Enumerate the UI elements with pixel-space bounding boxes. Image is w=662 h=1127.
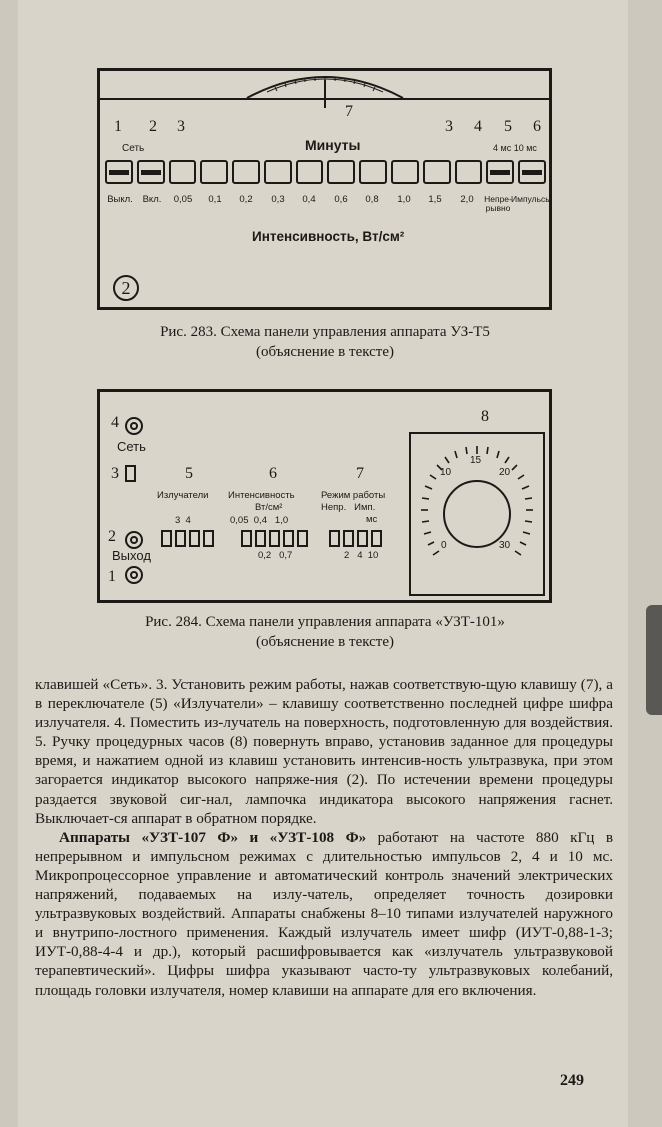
figure-283-panel — [97, 68, 552, 310]
label-4: 4 — [474, 118, 482, 135]
dial-30: 30 — [499, 540, 511, 551]
dial-20: 20 — [499, 467, 511, 478]
label-set: Сеть — [122, 143, 145, 154]
key-label: 0,8 — [365, 194, 379, 205]
key-2-0[interactable] — [455, 160, 483, 184]
key-label: 0,05 — [173, 194, 193, 205]
key-pulses[interactable] — [518, 160, 546, 184]
emitter-switch-3[interactable] — [189, 530, 200, 547]
caption-284-line2: (объяснение в тексте) — [255, 634, 395, 650]
key-label: Непре-рывно — [484, 194, 512, 213]
page-edge-tab — [646, 605, 662, 715]
arc-meter — [245, 68, 405, 108]
key-row — [105, 160, 546, 184]
label-1: 1 — [114, 118, 122, 135]
label-ms: 4 мс 10 мс — [493, 143, 537, 153]
label-7: 7 — [345, 103, 353, 120]
paragraph-2-heading: Аппараты «УЗТ-107 Ф» и «УЗТ-108 Ф» — [59, 828, 367, 846]
label-5: 5 — [185, 465, 193, 482]
intensity-switch-5[interactable] — [297, 530, 308, 547]
corner-indicator — [113, 275, 139, 301]
label-emitters: Излучатели — [157, 490, 209, 501]
output-indicator — [125, 531, 143, 549]
label-6: 6 — [269, 465, 277, 482]
label-1: 1 — [108, 568, 116, 585]
label-output: Выход — [112, 548, 151, 563]
label-unit: Вт/см² — [255, 502, 283, 513]
label-minutes: Минуты — [305, 137, 361, 153]
key-0-1[interactable] — [200, 160, 228, 184]
output-knob[interactable] — [125, 566, 143, 584]
key-label: 0,6 — [334, 194, 348, 205]
caption-284 — [95, 612, 555, 652]
intensity-switch-4[interactable] — [283, 530, 294, 547]
label-intensity: Интенсивность — [228, 490, 295, 501]
key-label: Вкл. — [142, 194, 162, 205]
label-3: 3 — [177, 118, 185, 135]
caption-284-line1: Рис. 284. Схема панели управления аппарата «УЗТ-101» — [145, 614, 505, 630]
panel-divider — [100, 98, 549, 100]
label-4: 4 — [111, 414, 119, 431]
emitter-switch-1[interactable] — [161, 530, 172, 547]
key-0-8[interactable] — [359, 160, 387, 184]
set-knob[interactable] — [125, 417, 143, 435]
intensity-switch-3[interactable] — [269, 530, 280, 547]
emitter-values: 3 4 — [175, 515, 191, 526]
dial-0: 0 — [441, 540, 447, 551]
label-mode-sub: Непр. Имп. — [321, 502, 376, 513]
key-label: 1,5 — [428, 194, 442, 205]
corner-number: 2 — [121, 278, 131, 298]
mode-switch-1[interactable] — [329, 530, 340, 547]
key-label: 1,0 — [397, 194, 411, 205]
label-6: 6 — [533, 118, 541, 135]
intensity-bottom-values: 0,2 0,7 — [258, 550, 293, 561]
key-label: 0,2 — [239, 194, 253, 205]
key-1-0[interactable] — [391, 160, 419, 184]
label-2: 2 — [149, 118, 157, 135]
mode-values: 2 4 10 — [344, 550, 379, 561]
intensity-switch-2[interactable] — [255, 530, 266, 547]
key-label: Импульсы — [511, 194, 552, 204]
dial-15: 15 — [470, 455, 482, 466]
key-1-5[interactable] — [423, 160, 451, 184]
key-0-2[interactable] — [232, 160, 260, 184]
key-labels — [105, 194, 552, 223]
caption-283-line2: (объяснение в тексте) — [255, 344, 395, 360]
emitter-switch-2[interactable] — [175, 530, 186, 547]
label-mode: Режим работы — [321, 490, 386, 501]
emitter-switch-4[interactable] — [203, 530, 214, 547]
paragraph-2 — [35, 828, 613, 1000]
key-label: 0,4 — [302, 194, 316, 205]
mode-switch-3[interactable] — [357, 530, 368, 547]
body-text — [35, 675, 613, 1000]
figure-284-panel — [97, 389, 552, 603]
procedure-timer — [409, 432, 545, 596]
label-ms: мс — [366, 514, 378, 525]
mode-switch-2[interactable] — [343, 530, 354, 547]
key-label: 0,1 — [208, 194, 222, 205]
key-0-6[interactable] — [327, 160, 355, 184]
label-2: 2 — [108, 528, 116, 545]
label-3-right: 3 — [445, 118, 453, 135]
indicator-3 — [125, 465, 136, 482]
dial-10: 10 — [440, 467, 452, 478]
key-continuous[interactable] — [486, 160, 514, 184]
key-off[interactable] — [105, 160, 133, 184]
intensity-switch-1[interactable] — [241, 530, 252, 547]
label-intensity: Интенсивность, Вт/см² — [252, 229, 405, 244]
page-number: 249 — [560, 1072, 584, 1089]
label-7: 7 — [356, 465, 364, 482]
label-set: Сеть — [117, 439, 146, 454]
label-5: 5 — [504, 118, 512, 135]
key-label: Выкл. — [107, 194, 133, 205]
key-0-3[interactable] — [264, 160, 292, 184]
label-3: 3 — [111, 465, 119, 482]
caption-283-line1: Рис. 283. Схема панели управления аппарата УЗ-Т5 — [160, 324, 490, 340]
key-label: 0,3 — [271, 194, 285, 205]
paragraph-2-text: работают на частоте 880 кГц в непрерывном и импульсном режимах с длительностью импульсов 2, 4 и 10 мс. Микропроцессорное управление и автоматический контроль значений электрических напряжений, подаваемых на излу-чатель, определяет точность дозировки ультразвуковых воздействий. Аппараты снабжены 8–10 типами излучателей наружного и внутрипо-лостного применения. Каждый излучатель имеет шифр (ИУТ-0,88-1-3; ИУТ-0,88-4-4 и др.), который расшифровывается как «излучатель ультразвуковой терапевтический». Цифры шифра указывают часто-ту ультразвуковых колебаний, площадь головки излучателя, номер клавиши на аппарате для его включения. — [35, 828, 613, 999]
key-0-05[interactable] — [169, 160, 197, 184]
paragraph-1: клавишей «Сеть». 3. Установить режим работы, нажав соответствую-щую клавишу (7), а в переключателе (5) «Излучатели» – клавишу соответственно последней цифре шифра излучателя. 4. Поместить из-лучатель на поверхность, подготовленную для воздействия. 5. Ручку процедурных часов (8) повернуть вправо, установив заданное для процедуры время, и нажатием одной из клавиш установить интенсив-ность ультразвука, при этом загорается индикатор высокого напряже-ния (2). По истечении времени процедуры раздается звуковой сиг-нал, лампочка индикатора высокого напряжения гаснет. Выключает-ся аппарат в обратном порядке. — [35, 676, 613, 827]
label-8: 8 — [481, 408, 489, 425]
key-on[interactable] — [137, 160, 165, 184]
intensity-top-values: 0,05 0,4 1,0 — [230, 515, 289, 526]
key-0-4[interactable] — [296, 160, 324, 184]
caption-283 — [95, 322, 555, 362]
mode-switch-4[interactable] — [371, 530, 382, 547]
key-label: 2,0 — [460, 194, 474, 205]
